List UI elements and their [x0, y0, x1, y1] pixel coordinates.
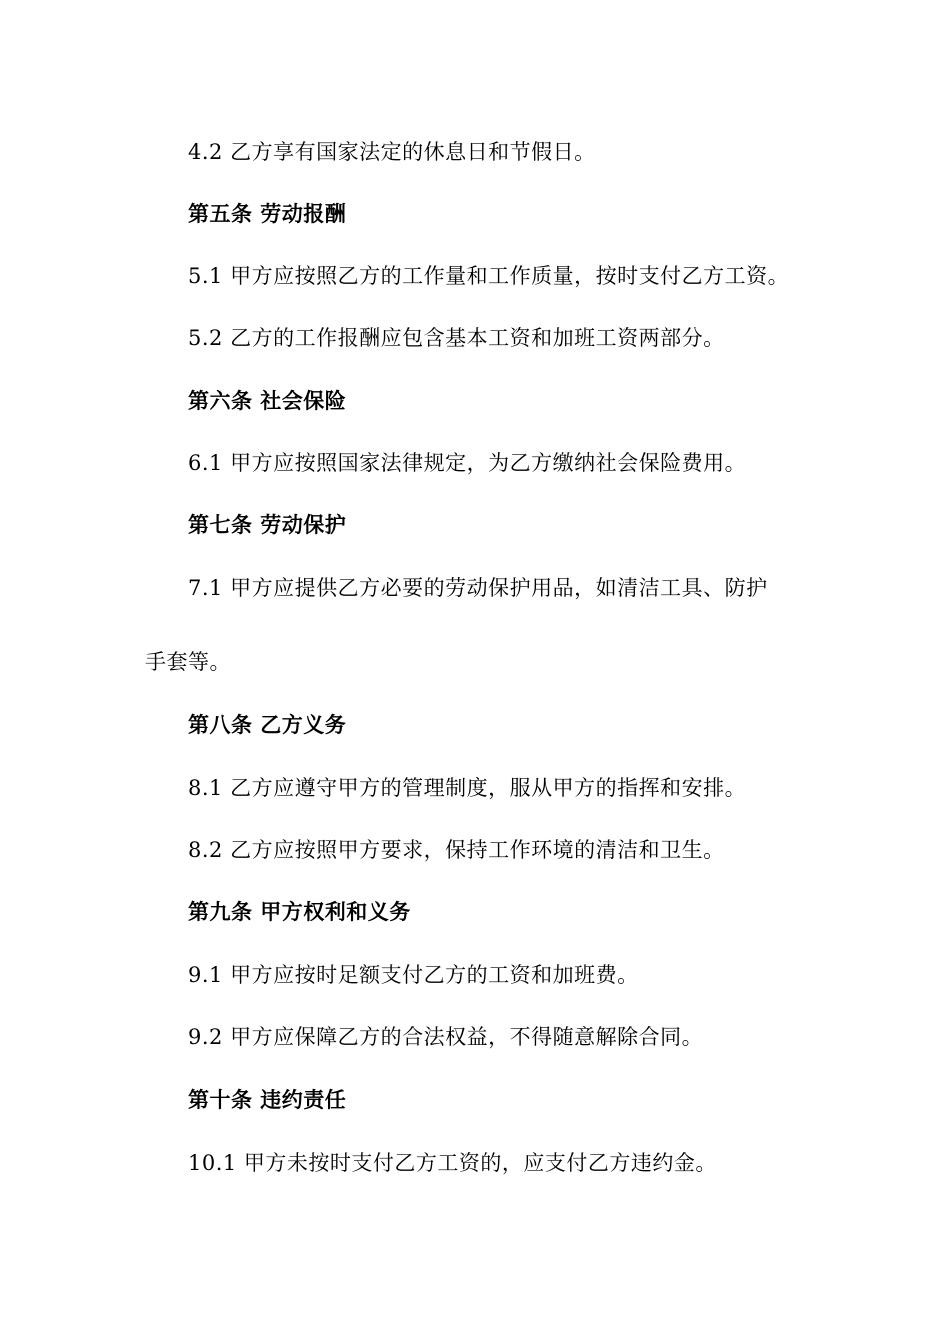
clause-7-1-continuation: 手套等。	[145, 650, 231, 674]
heading-article-9: 第九条 甲方权利和义务	[188, 899, 411, 924]
heading-article-6: 第六条 社会保险	[188, 388, 347, 413]
clause-8-1: 8.1 乙方应遵守甲方的管理制度，服从甲方的指挥和安排。	[188, 776, 747, 800]
heading-article-8: 第八条 乙方义务	[188, 712, 347, 737]
clause-7-1: 7.1 甲方应提供乙方必要的劳动保护用品，如清洁工具、防护	[188, 576, 768, 600]
clause-10-1: 10.1 甲方未按时支付乙方工资的，应支付乙方违约金。	[188, 1151, 717, 1175]
heading-article-7: 第七条 劳动保护	[188, 512, 347, 537]
clause-9-1: 9.1 甲方应按时足额支付乙方的工资和加班费。	[188, 963, 639, 987]
clause-5-1: 5.1 甲方应按照乙方的工作量和工作质量，按时支付乙方工资。	[188, 264, 790, 288]
clause-6-1: 6.1 甲方应按照国家法律规定，为乙方缴纳社会保险费用。	[188, 451, 747, 475]
clause-5-2: 5.2 乙方的工作报酬应包含基本工资和加班工资两部分。	[188, 326, 725, 350]
heading-article-5: 第五条 劳动报酬	[188, 201, 347, 226]
clause-9-2: 9.2 甲方应保障乙方的合法权益，不得随意解除合同。	[188, 1025, 704, 1049]
clause-8-2: 8.2 乙方应按照甲方要求，保持工作环境的清洁和卫生。	[188, 838, 725, 862]
clause-4-2: 4.2 乙方享有国家法定的休息日和节假日。	[188, 140, 596, 164]
heading-article-10: 第十条 违约责任	[188, 1087, 347, 1112]
